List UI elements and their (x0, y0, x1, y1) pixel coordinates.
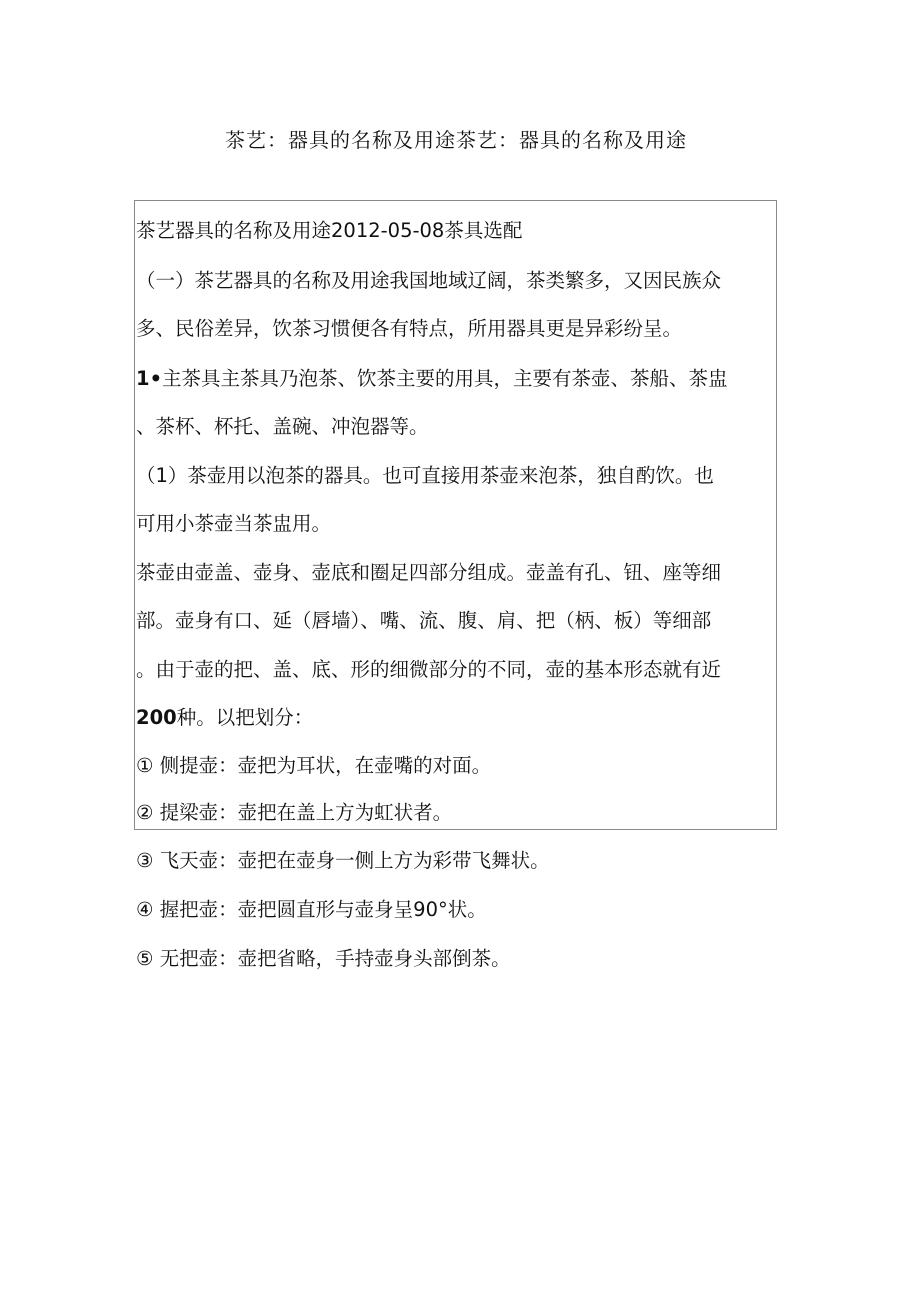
paragraph-line-11-text: 种。以把划分： (176, 706, 314, 729)
section-number: 1• (136, 367, 163, 390)
paragraph-line-2: （一）茶艺器具的名称及用途我国地域辽阔，茶类繁多，又因民族众 (136, 269, 722, 292)
paragraph-line-10: 。由于壶的把、盖、底、形的细微部分的不同，壶的基本形态就有近 (136, 658, 722, 681)
list-item-4: ④ 握把壶：壶把圆直形与壶身呈90°状。 (136, 898, 487, 921)
list-item-2: ② 提梁壶：壶把在盖上方为虹状者。 (136, 801, 453, 824)
paragraph-line-4 (136, 364, 728, 394)
paragraph-line-9: 部。壶身有口、延（唇墙）、嘴、流、腹、肩、把（柄、板）等细部 (136, 609, 712, 632)
paragraph-line-1: 茶艺器具的名称及用途2012-05-08茶具选配 (136, 219, 523, 242)
list-item-3: ③ 飞天壶：壶把在壶身一侧上方为彩带飞舞状。 (136, 849, 550, 872)
paragraph-line-3: 多、民俗差异，饮茶习惯便各有特点，所用器具更是异彩纷呈。 (136, 317, 683, 340)
paragraph-line-8: 茶壶由壶盖、壶身、壶底和圈足四部分组成。壶盖有孔、钮、座等细 (136, 561, 722, 584)
page-title: 茶艺：器具的名称及用途茶艺：器具的名称及用途 (225, 128, 687, 152)
list-item-5: ⑤ 无把壶：壶把省略，手持壶身头部倒茶。 (136, 947, 511, 970)
paragraph-line-4-text: 主茶具主茶具乃泡茶、饮茶主要的用具，主要有茶壶、茶船、茶盅 (162, 367, 728, 390)
count-number: 200 (136, 706, 177, 729)
paragraph-line-11 (136, 703, 313, 733)
paragraph-line-7: 可用小茶壶当茶盅用。 (136, 512, 332, 535)
list-item-1: ① 侧提壶：壶把为耳状，在壶嘴的对面。 (136, 754, 492, 777)
paragraph-line-5: 、茶杯、杯托、盖碗、冲泡器等。 (136, 415, 429, 438)
paragraph-line-6: （1）茶壶用以泡茶的器具。也可直接用茶壶来泡茶，独自酌饮。也 (136, 464, 714, 487)
